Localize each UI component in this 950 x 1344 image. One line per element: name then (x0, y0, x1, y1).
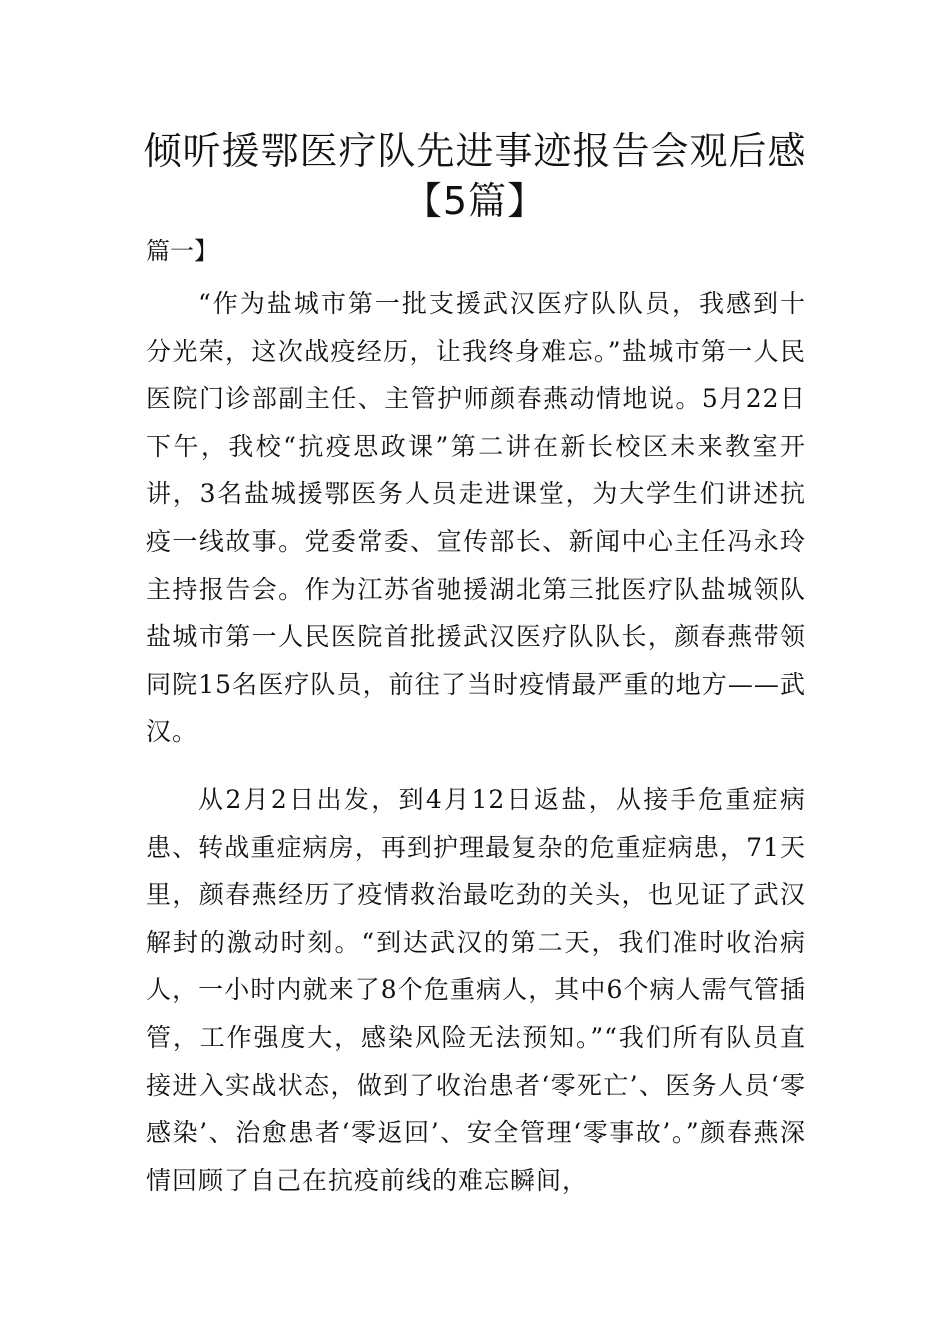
section-label: 篇一】 (146, 237, 218, 265)
document-title-suffix: 【5篇】 (403, 179, 547, 223)
body-paragraph: “作为盐城市第一批支援武汉医疗队队员，我感到十分光荣，这次战疫经历，让我终身难忘。”盐城市第一人民医院门诊部副主任、主管护师颜春燕动情地说。5月22日下午，我校“抗疫思政课”第二讲在新长校区未来教室开讲，3名盐城援鄂医务人员走进课堂，为大学生们讲述抗疫一线故事。党委常委、宣传部长、新闻中心主任冯永玲主持报告会。作为江苏省驰援湖北第三批医疗队盐城领队盐城市第一人民医院首批援武汉医疗队队长，颜春燕带领同院15名医疗队员，前往了当时疫情最严重的地方——武汉。 (146, 289, 806, 747)
document-title: 倾听援鄂医疗队先进事迹报告会观后感 (143, 129, 807, 173)
body-paragraph: 从2月2日出发，到4月12日返盐，从接手危重症病患、转战重症病房，再到护理最复杂的危重症病患，71天里，颜春燕经历了疫情救治最吃劲的关头，也见证了武汉解封的激动时刻。“到达武汉的第二天，我们准时收治病人，一小时内就来了8个危重病人，其中6个病人需气管插管，工作强度大，感染风险无法预知。”“我们所有队员直接进入实战状态，做到了收治患者‘零死亡’、医务人员‘零感染’、治愈患者‘零返回’、安全管理‘零事故’。”颜春燕深情回顾了自己在抗疫前线的难忘瞬间， (146, 785, 806, 1195)
